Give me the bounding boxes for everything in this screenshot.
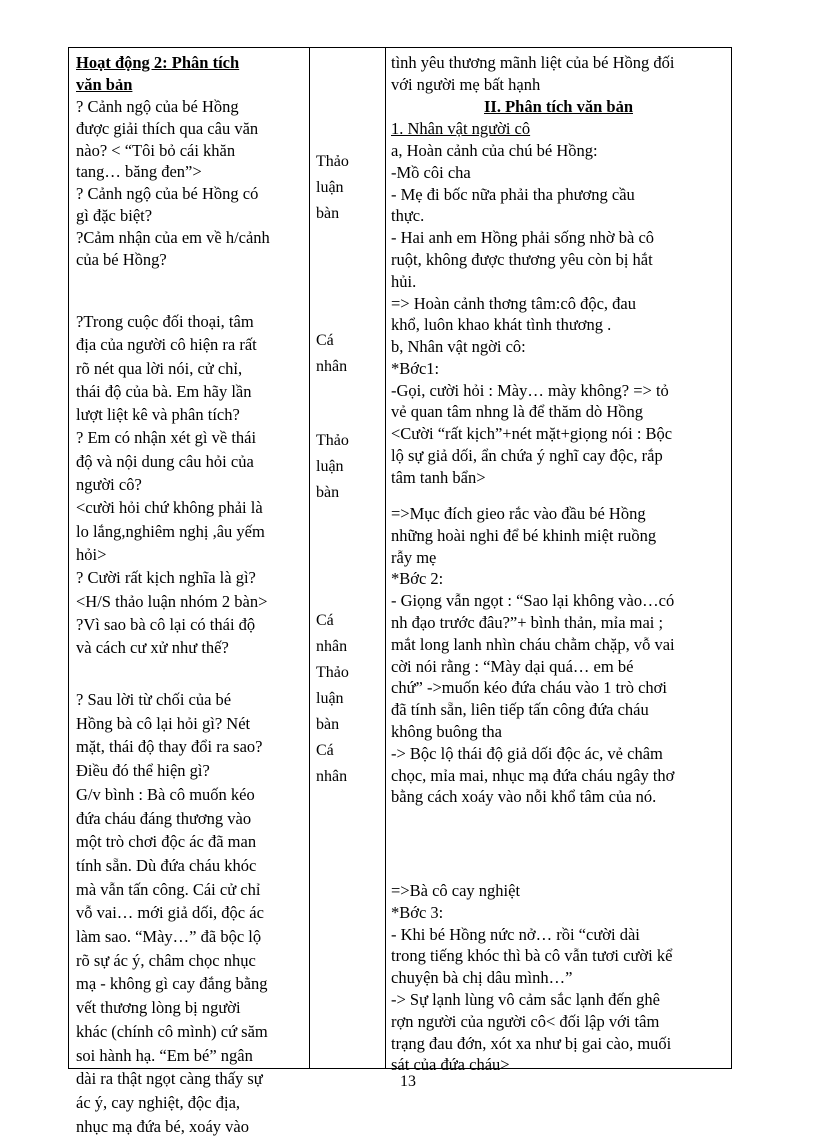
- text-line: với người mẹ bất hạnh: [391, 74, 541, 94]
- question-block-1: [76, 96, 305, 270]
- text-line: -> Sự lạnh lùng vô cảm sắc lạnh đến ghê: [391, 989, 660, 1009]
- text-line: mạ - không gì cay đắng bằng: [76, 974, 268, 994]
- section-title: II. Phân tích văn bản: [483, 97, 633, 116]
- content-column: [386, 48, 731, 1075]
- text-line: thái độ của bà. Em hãy lần: [76, 381, 252, 401]
- text-line: Cá: [316, 332, 334, 349]
- text-line: hỏi>: [76, 544, 107, 564]
- text-line: độ và nội dung câu hỏi của: [76, 451, 254, 471]
- text-line: - Giọng vẫn ngọt : “Sao lại không vào…có: [391, 591, 675, 611]
- method-column: [310, 48, 386, 1068]
- text-line: lo lắng,nghiêm nghị ,âu yếm: [76, 521, 265, 541]
- subsection-title: 1. Nhân vật người cô: [391, 119, 531, 138]
- text-line: người cô?: [76, 475, 142, 495]
- text-line: nhục mạ đứa bé, xoáy vào: [76, 1116, 249, 1136]
- text-line: ruột, không được thương yêu còn bị hắt: [391, 249, 653, 269]
- text-line: =>Bà cô cay nghiệt: [391, 881, 521, 900]
- text-line: a, Hoàn cảnh của chú bé Hồng:: [391, 141, 598, 160]
- text-line: bằng cách xoáy vào nỗi khổ tâm của nó.: [391, 787, 657, 807]
- text-line: sát của đứa cháu>: [391, 1055, 510, 1075]
- text-line: <cười hỏi chứ không phải là: [76, 498, 263, 518]
- text-line: soi hành hạ. “Em bé” ngân: [76, 1045, 253, 1065]
- text-line: luận: [316, 179, 344, 196]
- purpose-block: [391, 503, 727, 808]
- text-line: lộ sự giả dối, ẩn chứa ý nghĩ cay độc, rắp: [391, 445, 663, 465]
- text-line: lượt liệt kê và phân tích?: [76, 405, 240, 425]
- text-line: rợn người của người cô< đối lập với tâm: [391, 1011, 660, 1031]
- text-line: vẻ quan tâm nhng là để thăm dò Hồng: [391, 402, 644, 422]
- text-line: Thảo: [316, 432, 349, 449]
- text-line: tang… băng đen”>: [76, 162, 202, 182]
- text-line: Điều đó thể hiện gì?: [76, 761, 210, 781]
- text-line: Hồng bà cô lại hỏi gì? Nét: [76, 713, 251, 733]
- heading-line: văn bản: [76, 74, 133, 94]
- text-line: của bé Hồng?: [76, 249, 167, 269]
- text-line: -> Bộc lộ thái độ giả dối độc ác, vẻ châm: [391, 743, 663, 763]
- text-line: -Mồ côi cha: [391, 162, 471, 182]
- text-line: rõ nét qua lời nói, cử chỉ,: [76, 358, 243, 378]
- text-line: *Bớc 2:: [391, 569, 444, 589]
- text-line: trong tiếng khóc thì bà cô vẫn tươi cười kể: [391, 946, 673, 966]
- text-line: <Cười “rất kịch”+nét mặt+giọng nói : Bộc: [391, 424, 673, 444]
- text-line: *Bớc 3:: [391, 902, 444, 922]
- text-line: chuyện bà chị dâu mình…”: [391, 968, 573, 988]
- text-line: chứ” ->muốn kéo đứa cháu vào 1 trò chơi: [391, 678, 667, 698]
- text-line: tâm tanh bẩn>: [391, 467, 486, 487]
- text-line: Thảo: [316, 153, 349, 170]
- text-line: khác (chính cô mình) cứ săm: [76, 1021, 268, 1041]
- text-line: mà vẫn tấn công. Cái cử chỉ: [76, 879, 261, 899]
- method-group-4: [316, 608, 383, 790]
- text-line: Cá: [316, 742, 334, 759]
- text-line: những hoài nghi để bé khinh miệt ruồng: [391, 525, 657, 545]
- text-line: đứa cháu đáng thương vào: [76, 808, 252, 828]
- text-line: và cách cư xử như thế?: [76, 638, 229, 658]
- text-line: ? Cảnh ngộ của bé Hồng có: [76, 184, 259, 204]
- text-line: thực.: [391, 206, 425, 226]
- text-line: ?Vì sao bà cô lại có thái độ: [76, 614, 256, 634]
- text-line: ? Em có nhận xét gì về thái: [76, 428, 257, 448]
- text-line: ? Sau lời từ chối của bé: [76, 690, 232, 709]
- method-group-3: [316, 428, 383, 506]
- question-column: [69, 48, 310, 1136]
- text-line: nhân: [316, 768, 348, 785]
- text-line: tính sẵn. Dù đứa cháu khóc: [76, 855, 257, 875]
- text-line: <H/S thảo luận nhóm 2 bàn>: [76, 591, 268, 611]
- text-line: dài ra thật ngọt càng thấy sự: [76, 1069, 263, 1089]
- text-line: rõ sự ác ý, châm chọc nhục: [76, 950, 256, 970]
- text-line: Thảo: [316, 664, 349, 681]
- text-line: ác ý, cay nghiệt, độc địa,: [76, 1092, 241, 1112]
- text-line: một trò chơi độc ác đã man: [76, 832, 257, 852]
- text-line: không buông tha: [391, 721, 502, 741]
- text-line: vỗ vai… mới giả dối, độc ác: [76, 903, 264, 923]
- text-line: mặt, thái độ thay đổi ra sao?: [76, 737, 263, 757]
- text-line: nh đạo trước đâu?”+ bình thản, mỉa mai ;: [391, 612, 664, 632]
- text-line: rẫy mẹ: [391, 547, 437, 567]
- text-line: -Gọi, cười hỏi : Mày… mày không? => tỏ: [391, 380, 669, 400]
- question-block-2: [76, 310, 305, 659]
- question-block-3: [76, 688, 305, 1138]
- method-group-1: [316, 149, 383, 227]
- text-line: bàn: [316, 484, 340, 501]
- page-number: 13: [400, 1073, 416, 1090]
- text-line: mắt long lanh nhìn cháu chằm chặp, vỗ vai: [391, 634, 675, 654]
- text-line: bàn: [316, 205, 340, 222]
- part-a: [391, 140, 727, 336]
- text-line: - Mẹ đi bốc nữa phải tha phương cầu: [391, 184, 635, 204]
- text-line: => Hoàn cảnh thơng tâm:cô độc, đau: [391, 293, 636, 313]
- text-line: đã tính sẵn, liên tiếp tấn công đứa cháu: [391, 700, 649, 720]
- text-line: b, Nhân vật ngời cô:: [391, 337, 526, 356]
- text-line: =>Mục đích gieo rắc vào đầu bé Hồng: [391, 504, 646, 523]
- text-line: chọc, mỉa mai, nhục mạ đứa cháu ngây thơ: [391, 765, 675, 785]
- step-3-block: [391, 880, 727, 1076]
- text-line: G/v bình : Bà cô muốn kéo: [76, 784, 255, 804]
- text-line: nhân: [316, 638, 348, 655]
- text-line: ?Trong cuộc đối thoại, tâm: [76, 312, 254, 331]
- text-line: luận: [316, 690, 344, 707]
- part-b: [391, 336, 727, 489]
- text-line: bàn: [316, 716, 340, 733]
- text-line: Cá: [316, 612, 334, 629]
- text-line: làm sao. “Mày…” đã bộc lộ: [76, 927, 262, 947]
- text-line: cời nói rằng : “Mày dại quá… em bé: [391, 656, 634, 676]
- text-line: ? Cảnh ngộ của bé Hồng: [76, 97, 239, 116]
- text-line: luận: [316, 458, 344, 475]
- heading-line: Hoạt động 2: Phân tích: [76, 53, 240, 72]
- text-line: tình yêu thương mãnh liệt của bé Hồng đối: [391, 53, 675, 72]
- text-line: *Bớc1:: [391, 358, 440, 378]
- text-line: - Khi bé Hồng nức nở… rồi “cười dài: [391, 924, 640, 944]
- text-line: gì đặc biệt?: [76, 205, 153, 225]
- intro-text: [391, 52, 727, 96]
- method-group-2: [316, 328, 383, 380]
- text-line: nhân: [316, 358, 348, 375]
- text-line: nào? < “Tôi bỏ cái khăn: [76, 140, 236, 160]
- text-line: ? Cười rất kịch nghĩa là gì?: [76, 568, 256, 588]
- text-line: khổ, luôn khao khát tình thương .: [391, 315, 612, 335]
- activity-heading: [76, 52, 305, 96]
- text-line: vết thương lòng bị người: [76, 998, 241, 1018]
- text-line: trạng đau đớn, xót xa như bị gai cào, muối: [391, 1033, 672, 1053]
- text-line: được giải thích qua câu văn: [76, 118, 259, 138]
- text-line: địa của người cô hiện ra rất: [76, 335, 257, 355]
- text-line: - Hai anh em Hồng phải sống nhờ bà cô: [391, 228, 655, 248]
- text-line: hủi.: [391, 271, 417, 291]
- text-line: ?Cảm nhận của em về h/cảnh: [76, 227, 270, 247]
